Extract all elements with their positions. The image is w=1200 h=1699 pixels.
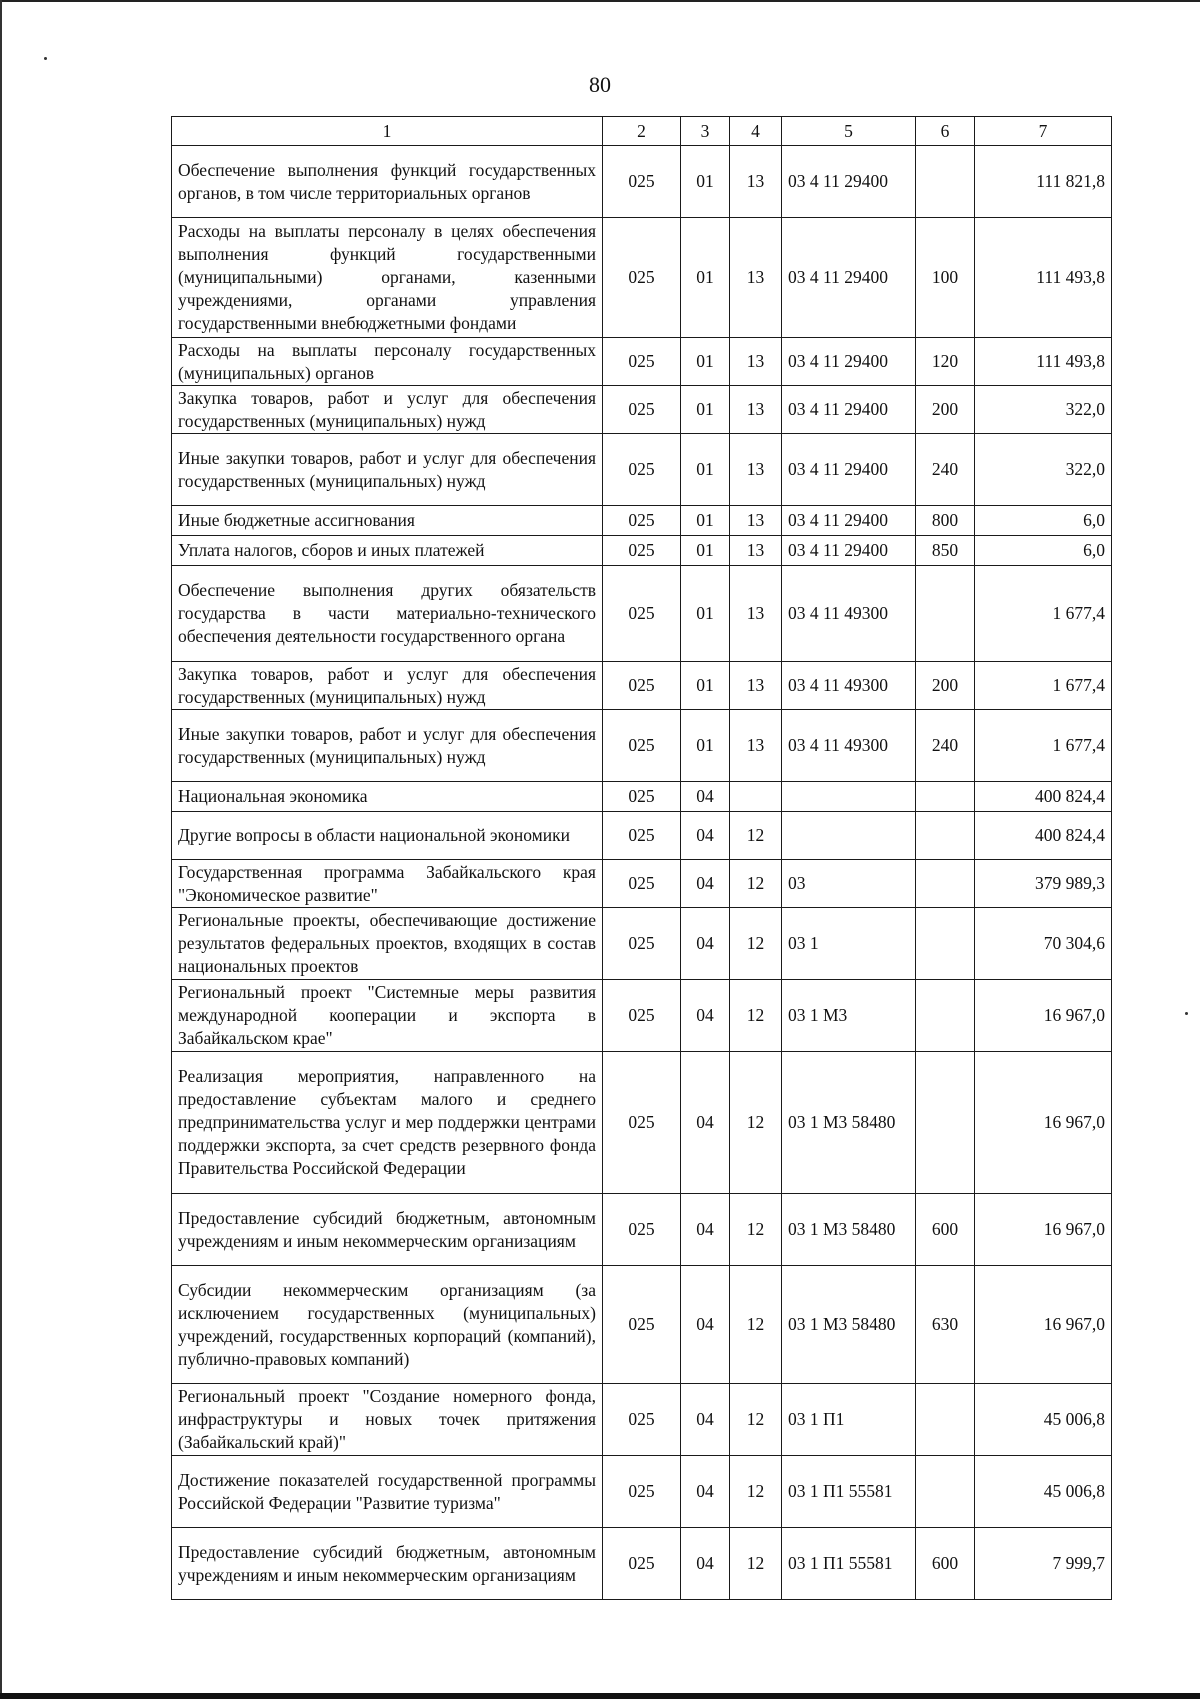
expense-name-cell: Региональный проект "Системные меры развития международной кооперации и экспорта в Забайкальском крае" bbox=[172, 980, 603, 1052]
expense-type-cell: 200 bbox=[916, 386, 975, 434]
section-code-cell: 04 bbox=[681, 1456, 730, 1528]
expense-name-cell: Иные закупки товаров, работ и услуг для обеспечения государственных (муниципальных) нужд bbox=[172, 434, 603, 506]
target-article-cell: 03 4 11 29400 bbox=[782, 146, 916, 218]
amount-cell: 111 821,8 bbox=[975, 146, 1112, 218]
table-row bbox=[172, 908, 1112, 980]
subsection-code-cell: 12 bbox=[730, 980, 782, 1052]
subsection-code-cell: 13 bbox=[730, 386, 782, 434]
ministry-code-cell: 025 bbox=[603, 662, 681, 710]
table-row bbox=[172, 1384, 1112, 1456]
section-code-cell: 04 bbox=[681, 1194, 730, 1266]
subsection-code-cell: 12 bbox=[730, 860, 782, 908]
target-article-cell: 03 4 11 29400 bbox=[782, 536, 916, 566]
section-code-cell: 01 bbox=[681, 434, 730, 506]
table-row bbox=[172, 710, 1112, 782]
expense-name-cell: Обеспечение выполнения функций государственных органов, в том числе территориальных органов bbox=[172, 146, 603, 218]
scan-edge-top bbox=[0, 0, 1200, 2]
expense-name-cell: Иные закупки товаров, работ и услуг для обеспечения государственных (муниципальных) нужд bbox=[172, 710, 603, 782]
header-row bbox=[172, 117, 1112, 146]
ministry-code-cell: 025 bbox=[603, 218, 681, 338]
amount-cell: 1 677,4 bbox=[975, 662, 1112, 710]
target-article-cell: 03 4 11 49300 bbox=[782, 710, 916, 782]
section-code-cell: 01 bbox=[681, 146, 730, 218]
expense-name-cell: Закупка товаров, работ и услуг для обеспечения государственных (муниципальных) нужд bbox=[172, 386, 603, 434]
amount-cell: 379 989,3 bbox=[975, 860, 1112, 908]
ministry-code-cell: 025 bbox=[603, 338, 681, 386]
subsection-code-cell: 12 bbox=[730, 1528, 782, 1600]
ministry-code-cell: 025 bbox=[603, 1528, 681, 1600]
target-article-cell: 03 4 11 29400 bbox=[782, 386, 916, 434]
subsection-code-cell: 12 bbox=[730, 812, 782, 860]
table-row bbox=[172, 1456, 1112, 1528]
target-article-cell bbox=[782, 782, 916, 812]
expense-name-cell: Реализация мероприятия, направленного на предоставление субъектам малого и среднего предпринимательства услуг и мер поддержки центрами поддержки экспорта, за счет средств резервного фонда Правительства Российской Федерации bbox=[172, 1052, 603, 1194]
expense-type-cell bbox=[916, 860, 975, 908]
amount-cell: 1 677,4 bbox=[975, 566, 1112, 662]
header-cell: 1 bbox=[172, 117, 603, 146]
expense-name-cell: Обеспечение выполнения других обязательств государства в части материально-технического обеспечения деятельности государственного органа bbox=[172, 566, 603, 662]
table-body bbox=[172, 146, 1112, 1600]
amount-cell: 111 493,8 bbox=[975, 338, 1112, 386]
subsection-code-cell: 13 bbox=[730, 566, 782, 662]
ministry-code-cell: 025 bbox=[603, 146, 681, 218]
table-row bbox=[172, 662, 1112, 710]
table-row bbox=[172, 386, 1112, 434]
amount-cell: 16 967,0 bbox=[975, 980, 1112, 1052]
target-article-cell: 03 4 11 49300 bbox=[782, 662, 916, 710]
ministry-code-cell: 025 bbox=[603, 980, 681, 1052]
ministry-code-cell: 025 bbox=[603, 434, 681, 506]
expense-type-cell bbox=[916, 908, 975, 980]
expense-type-cell: 100 bbox=[916, 218, 975, 338]
amount-cell: 16 967,0 bbox=[975, 1266, 1112, 1384]
section-code-cell: 04 bbox=[681, 1384, 730, 1456]
section-code-cell: 04 bbox=[681, 1052, 730, 1194]
target-article-cell: 03 bbox=[782, 860, 916, 908]
target-article-cell: 03 1 М3 58480 bbox=[782, 1194, 916, 1266]
target-article-cell: 03 1 М3 58480 bbox=[782, 1052, 916, 1194]
section-code-cell: 04 bbox=[681, 980, 730, 1052]
section-code-cell: 04 bbox=[681, 1528, 730, 1600]
amount-cell: 70 304,6 bbox=[975, 908, 1112, 980]
expense-type-cell bbox=[916, 782, 975, 812]
table-row bbox=[172, 1528, 1112, 1600]
amount-cell: 322,0 bbox=[975, 434, 1112, 506]
ministry-code-cell: 025 bbox=[603, 782, 681, 812]
amount-cell: 45 006,8 bbox=[975, 1456, 1112, 1528]
subsection-code-cell: 12 bbox=[730, 1456, 782, 1528]
subsection-code-cell: 13 bbox=[730, 434, 782, 506]
target-article-cell: 03 4 11 29400 bbox=[782, 506, 916, 536]
ministry-code-cell: 025 bbox=[603, 710, 681, 782]
amount-cell: 111 493,8 bbox=[975, 218, 1112, 338]
subsection-code-cell: 12 bbox=[730, 908, 782, 980]
expense-name-cell: Региональные проекты, обеспечивающие достижение результатов федеральных проектов, входящих в состав национальных проектов bbox=[172, 908, 603, 980]
table-header bbox=[172, 117, 1112, 146]
expense-name-cell: Достижение показателей государственной программы Российской Федерации "Развитие туризма" bbox=[172, 1456, 603, 1528]
section-code-cell: 01 bbox=[681, 506, 730, 536]
target-article-cell: 03 1 П1 55581 bbox=[782, 1528, 916, 1600]
table-row bbox=[172, 218, 1112, 338]
amount-cell: 45 006,8 bbox=[975, 1384, 1112, 1456]
scan-edge-bottom bbox=[0, 1693, 1200, 1699]
table-row bbox=[172, 506, 1112, 536]
amount-cell: 6,0 bbox=[975, 536, 1112, 566]
header-cell: 7 bbox=[975, 117, 1112, 146]
header-cell: 5 bbox=[782, 117, 916, 146]
ministry-code-cell: 025 bbox=[603, 536, 681, 566]
ministry-code-cell: 025 bbox=[603, 1194, 681, 1266]
table-row bbox=[172, 782, 1112, 812]
expense-type-cell: 200 bbox=[916, 662, 975, 710]
expense-name-cell: Расходы на выплаты персоналу государственных (муниципальных) органов bbox=[172, 338, 603, 386]
expense-type-cell bbox=[916, 566, 975, 662]
budget-table bbox=[171, 116, 1112, 1600]
amount-cell: 6,0 bbox=[975, 506, 1112, 536]
section-code-cell: 01 bbox=[681, 386, 730, 434]
expense-type-cell: 240 bbox=[916, 710, 975, 782]
subsection-code-cell: 13 bbox=[730, 506, 782, 536]
expense-name-cell: Уплата налогов, сборов и иных платежей bbox=[172, 536, 603, 566]
expense-type-cell: 120 bbox=[916, 338, 975, 386]
ministry-code-cell: 025 bbox=[603, 1384, 681, 1456]
ministry-code-cell: 025 bbox=[603, 1266, 681, 1384]
expense-name-cell: Предоставление субсидий бюджетным, автономным учреждениям и иным некоммерческим организациям bbox=[172, 1528, 603, 1600]
header-cell: 4 bbox=[730, 117, 782, 146]
expense-type-cell: 600 bbox=[916, 1194, 975, 1266]
amount-cell: 322,0 bbox=[975, 386, 1112, 434]
section-code-cell: 01 bbox=[681, 536, 730, 566]
expense-name-cell: Закупка товаров, работ и услуг для обеспечения государственных (муниципальных) нужд bbox=[172, 662, 603, 710]
header-cell: 2 bbox=[603, 117, 681, 146]
scan-speck bbox=[1185, 1012, 1188, 1015]
expense-name-cell: Иные бюджетные ассигнования bbox=[172, 506, 603, 536]
amount-cell: 7 999,7 bbox=[975, 1528, 1112, 1600]
section-code-cell: 01 bbox=[681, 662, 730, 710]
section-code-cell: 04 bbox=[681, 1266, 730, 1384]
expense-name-cell: Субсидии некоммерческим организациям (за исключением государственных (муниципальных) учреждений, государственных корпораций (компаний), публично-правовых компаний) bbox=[172, 1266, 603, 1384]
subsection-code-cell: 12 bbox=[730, 1384, 782, 1456]
expense-type-cell bbox=[916, 1456, 975, 1528]
expense-type-cell: 600 bbox=[916, 1528, 975, 1600]
ministry-code-cell: 025 bbox=[603, 812, 681, 860]
expense-name-cell: Другие вопросы в области национальной экономики bbox=[172, 812, 603, 860]
target-article-cell bbox=[782, 812, 916, 860]
ministry-code-cell: 025 bbox=[603, 506, 681, 536]
amount-cell: 400 824,4 bbox=[975, 782, 1112, 812]
subsection-code-cell bbox=[730, 782, 782, 812]
target-article-cell: 03 1 П1 bbox=[782, 1384, 916, 1456]
subsection-code-cell: 12 bbox=[730, 1052, 782, 1194]
amount-cell: 400 824,4 bbox=[975, 812, 1112, 860]
expense-type-cell: 240 bbox=[916, 434, 975, 506]
scan-speck bbox=[44, 57, 47, 60]
target-article-cell: 03 4 11 49300 bbox=[782, 566, 916, 662]
section-code-cell: 04 bbox=[681, 860, 730, 908]
ministry-code-cell: 025 bbox=[603, 566, 681, 662]
table-row bbox=[172, 434, 1112, 506]
header-cell: 3 bbox=[681, 117, 730, 146]
subsection-code-cell: 13 bbox=[730, 710, 782, 782]
subsection-code-cell: 12 bbox=[730, 1266, 782, 1384]
table-row bbox=[172, 566, 1112, 662]
section-code-cell: 01 bbox=[681, 218, 730, 338]
target-article-cell: 03 1 bbox=[782, 908, 916, 980]
table-row bbox=[172, 536, 1112, 566]
expense-name-cell: Национальная экономика bbox=[172, 782, 603, 812]
amount-cell: 1 677,4 bbox=[975, 710, 1112, 782]
expense-type-cell bbox=[916, 146, 975, 218]
section-code-cell: 01 bbox=[681, 710, 730, 782]
expense-name-cell: Предоставление субсидий бюджетным, автономным учреждениям и иным некоммерческим организациям bbox=[172, 1194, 603, 1266]
section-code-cell: 04 bbox=[681, 812, 730, 860]
expense-type-cell bbox=[916, 1052, 975, 1194]
expense-type-cell: 800 bbox=[916, 506, 975, 536]
target-article-cell: 03 1 М3 58480 bbox=[782, 1266, 916, 1384]
expense-name-cell: Региональный проект "Создание номерного фонда, инфраструктуры и новых точек притяжения (Забайкальский край)" bbox=[172, 1384, 603, 1456]
ministry-code-cell: 025 bbox=[603, 1052, 681, 1194]
section-code-cell: 04 bbox=[681, 908, 730, 980]
scan-edge-left bbox=[0, 0, 2, 1699]
subsection-code-cell: 13 bbox=[730, 218, 782, 338]
ministry-code-cell: 025 bbox=[603, 860, 681, 908]
target-article-cell: 03 1 П1 55581 bbox=[782, 1456, 916, 1528]
ministry-code-cell: 025 bbox=[603, 386, 681, 434]
table-row bbox=[172, 980, 1112, 1052]
subsection-code-cell: 13 bbox=[730, 338, 782, 386]
amount-cell: 16 967,0 bbox=[975, 1194, 1112, 1266]
table-row bbox=[172, 1266, 1112, 1384]
expense-name-cell: Государственная программа Забайкальского края "Экономическое развитие" bbox=[172, 860, 603, 908]
expense-type-cell: 850 bbox=[916, 536, 975, 566]
subsection-code-cell: 12 bbox=[730, 1194, 782, 1266]
expense-type-cell bbox=[916, 812, 975, 860]
subsection-code-cell: 13 bbox=[730, 146, 782, 218]
expense-type-cell bbox=[916, 1384, 975, 1456]
expense-type-cell bbox=[916, 980, 975, 1052]
table-row bbox=[172, 1052, 1112, 1194]
table-row bbox=[172, 146, 1112, 218]
target-article-cell: 03 4 11 29400 bbox=[782, 434, 916, 506]
expense-type-cell: 630 bbox=[916, 1266, 975, 1384]
subsection-code-cell: 13 bbox=[730, 662, 782, 710]
target-article-cell: 03 4 11 29400 bbox=[782, 338, 916, 386]
table-row bbox=[172, 860, 1112, 908]
table-row bbox=[172, 338, 1112, 386]
section-code-cell: 04 bbox=[681, 782, 730, 812]
ministry-code-cell: 025 bbox=[603, 908, 681, 980]
amount-cell: 16 967,0 bbox=[975, 1052, 1112, 1194]
header-cell: 6 bbox=[916, 117, 975, 146]
table-row bbox=[172, 812, 1112, 860]
subsection-code-cell: 13 bbox=[730, 536, 782, 566]
target-article-cell: 03 1 М3 bbox=[782, 980, 916, 1052]
expense-name-cell: Расходы на выплаты персоналу в целях обеспечения выполнения функций государственными (муниципальными) органами, казенными учреждениями, органами управления государственными внебюджетными фондами bbox=[172, 218, 603, 338]
target-article-cell: 03 4 11 29400 bbox=[782, 218, 916, 338]
table-row bbox=[172, 1194, 1112, 1266]
section-code-cell: 01 bbox=[681, 566, 730, 662]
page-number: 80 bbox=[589, 72, 611, 97]
section-code-cell: 01 bbox=[681, 338, 730, 386]
ministry-code-cell: 025 bbox=[603, 1456, 681, 1528]
